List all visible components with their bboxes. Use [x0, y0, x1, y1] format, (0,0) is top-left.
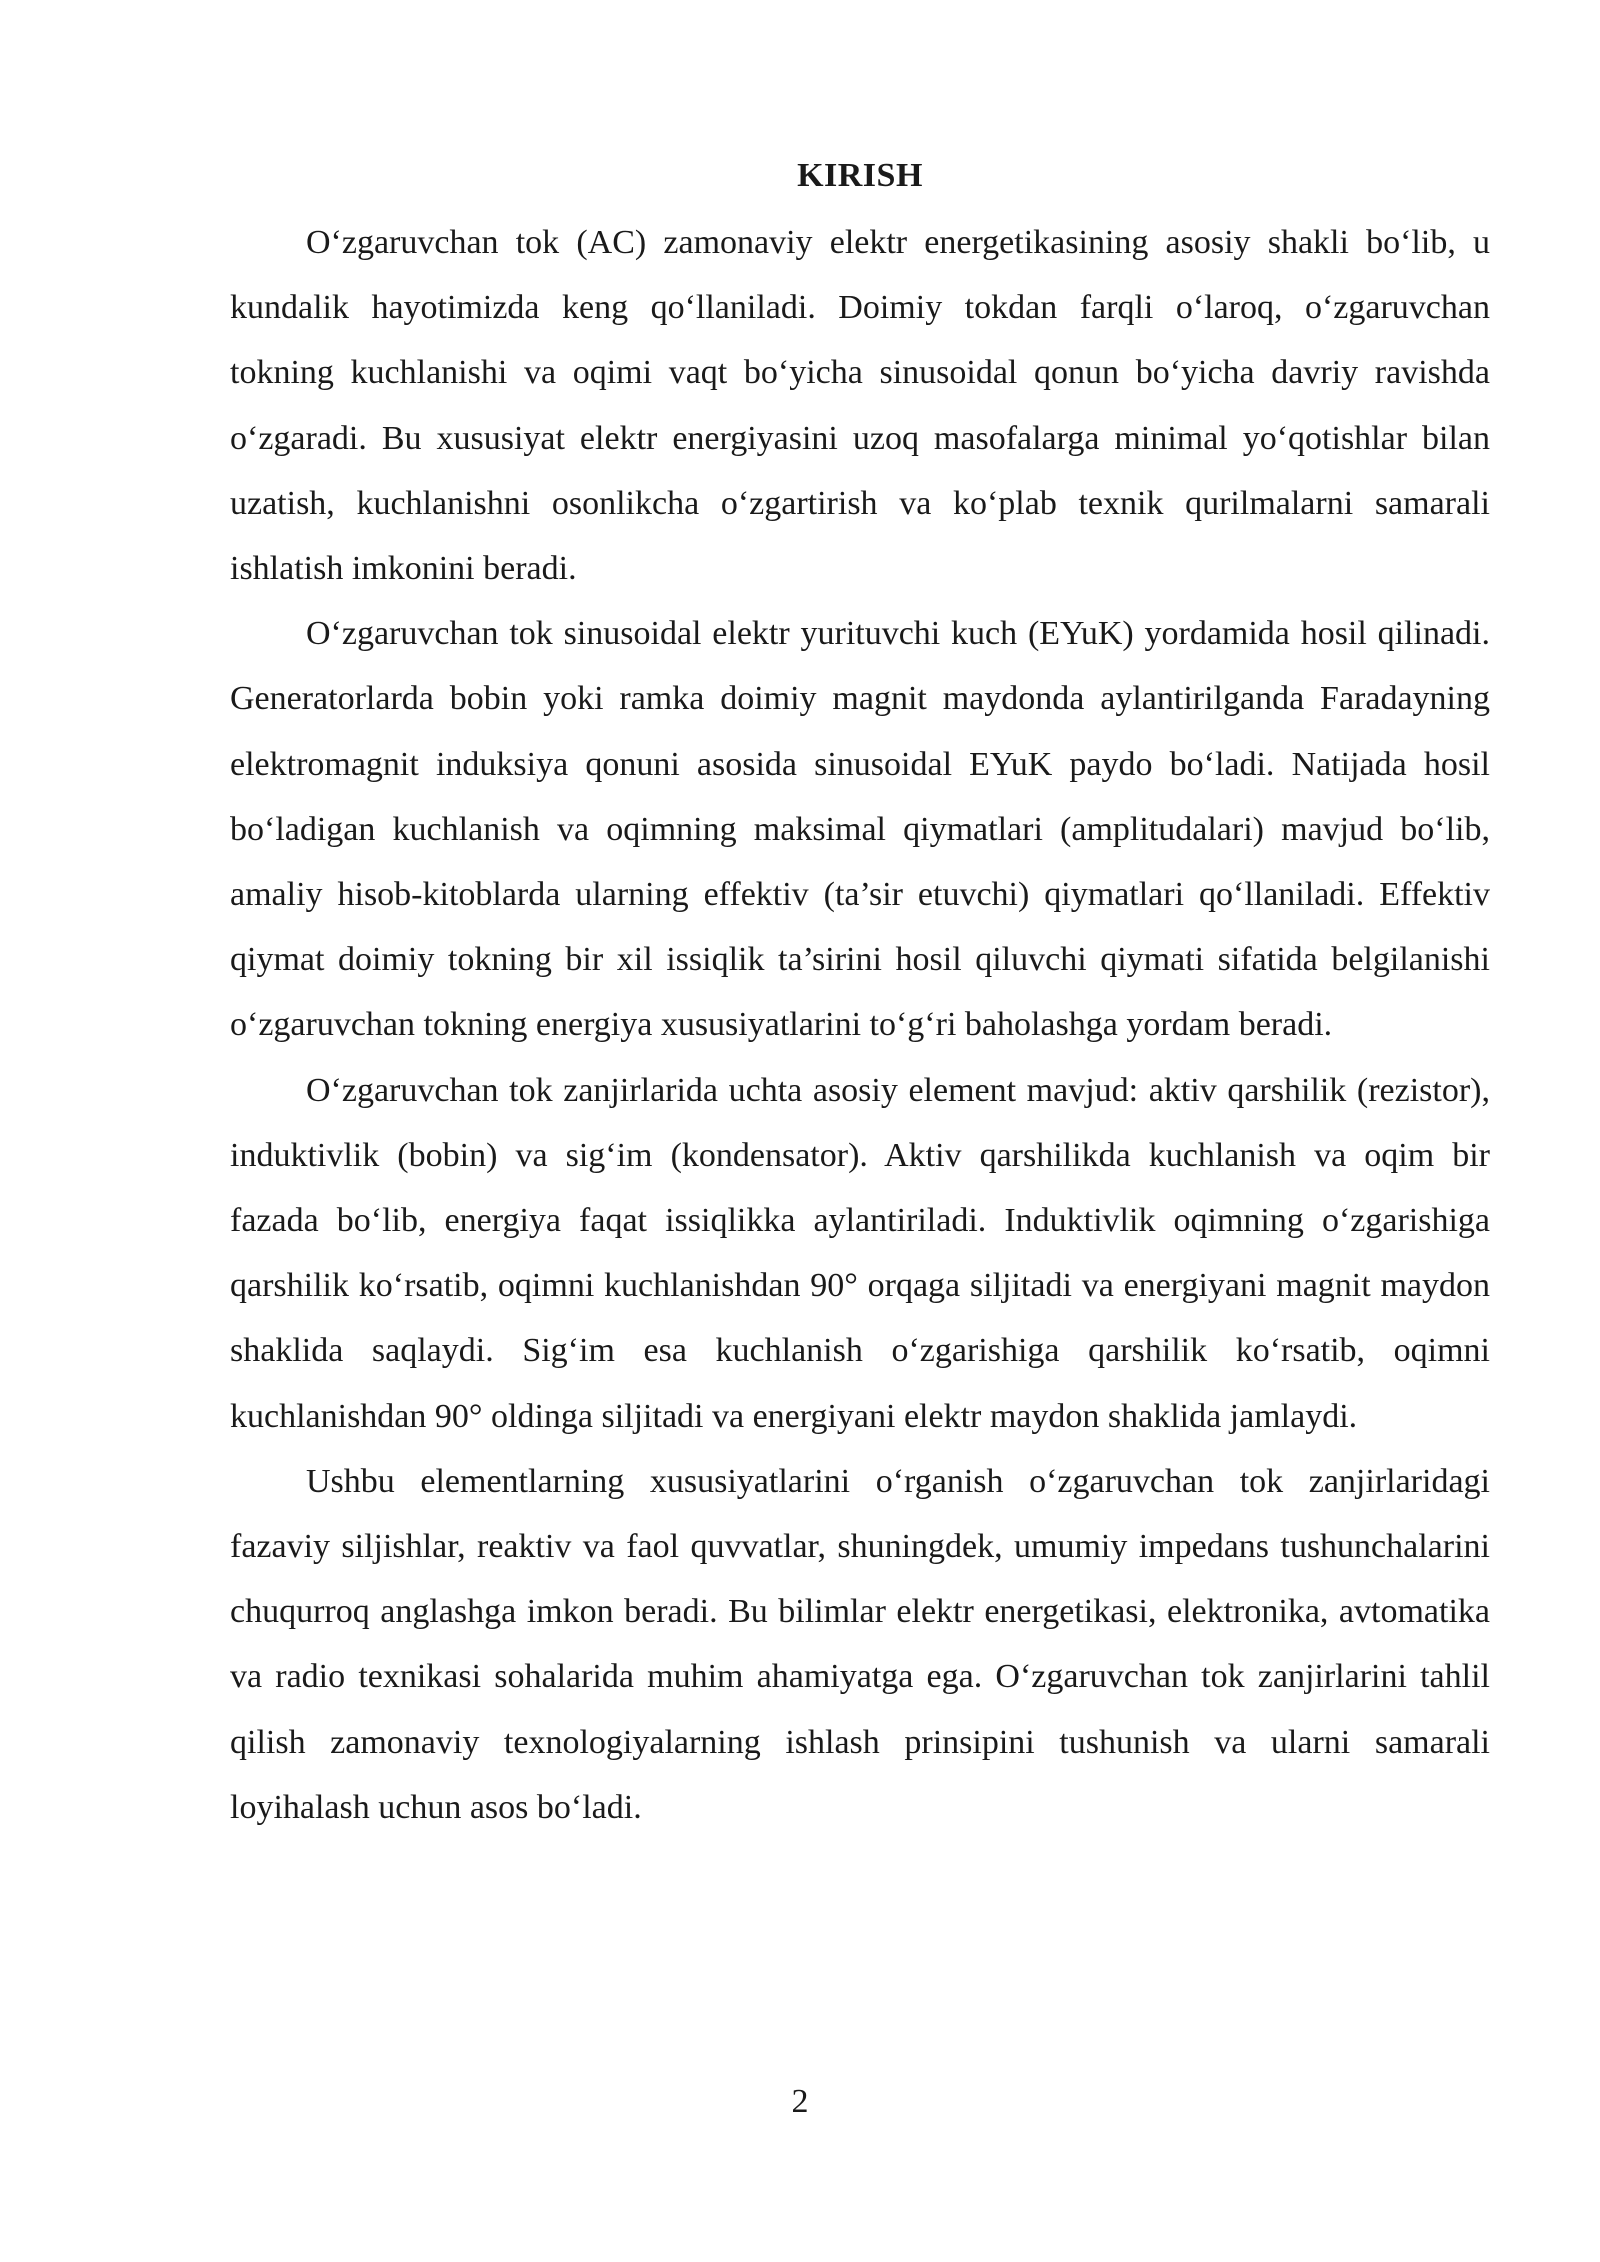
section-title: KIRISH [797, 157, 923, 194]
paragraph-2: O‘zgaruvchan tok sinusoidal elektr yurituvchi kuch (EYuK) yordamida hosil qilinadi. Generatorlarda bobin yoki ramka doimiy magnit maydonda aylantirilganda Faradayning elektromagnit induksiya qonuni asosida sinusoidal EYuK paydo bo‘ladi. Natijada hosil bo‘ladigan kuchlanish va oqimning maksimal qiymatlari (amplitudalari) mavjud bo‘lib, amaliy hisob-kitoblarda ularning effektiv (ta’sir etuvchi) qiymatlari qo‘llaniladi. Effektiv qiymat doimiy tokning bir xil issiqlik ta’sirini hosil qiluvchi qiymati sifatida belgilanishi o‘zgaruvchan tokning energiya xususiyatlarini to‘g‘ri baholashga yordam beradi. [230, 615, 1490, 1044]
paragraph-4: Ushbu elementlarning xususiyatlarini o‘rganish o‘zgaruvchan tok zanjirlaridagi fazaviy siljishlar, reaktiv va faol quvvatlar, shuningdek, umumiy impedans tushunchalarini chuqurroq anglashga imkon beradi. Bu bilimlar elektr energetikasi, elektronika, avtomatika va radio texnikasi sohalarida muhim ahamiyatga ega. O‘zgaruvchan tok zanjirlarini tahlil qilish zamonaviy texnologiyalarning ishlash prinsipini tushunish va ularni samarali loyihalash uchun asos bo‘ladi. [230, 1462, 1490, 1826]
page-number: 2 [791, 2083, 809, 2120]
paragraph-3: O‘zgaruvchan tok zanjirlarida uchta asosiy element mavjud: aktiv qarshilik (rezistor), induktivlik (bobin) va sig‘im (kondensator). Aktiv qarshilikda kuchlanish va oqim bir fazada bo‘lib, energiya faqat issiqlikka aylantiriladi. Induktivlik oqimning o‘zgarishiga qarshilik ko‘rsatib, oqimni kuchlanishdan 90° orqaga siljitadi va energiyani magnit maydon shaklida saqlaydi. Sig‘im esa kuchlanish o‘zgarishiga qarshilik ko‘rsatib, oqimni kuchlanishdan 90° oldinga siljitadi va energiyani elektr maydon shaklida jamlaydi. [230, 1071, 1490, 1435]
page-content [230, 148, 1490, 1840]
paragraph-1: O‘zgaruvchan tok (AC) zamonaviy elektr energetikasining asosiy shakli bo‘lib, u kundalik hayotimizda keng qo‘llaniladi. Doimiy tokdan farqli o‘laroq, o‘zgaruvchan tokning kuchlanishi va oqimi vaqt bo‘yicha sinusoidal qonun bo‘yicha davriy ravishda o‘zgaradi. Bu xususiyat elektr energiyasini uzoq masofalarga minimal yo‘qotishlar bilan uzatish, kuchlanishni osonlikcha o‘zgartirish va ko‘plab texnik qurilmalarni samarali ishlatish imkonini beradi. [230, 224, 1490, 588]
